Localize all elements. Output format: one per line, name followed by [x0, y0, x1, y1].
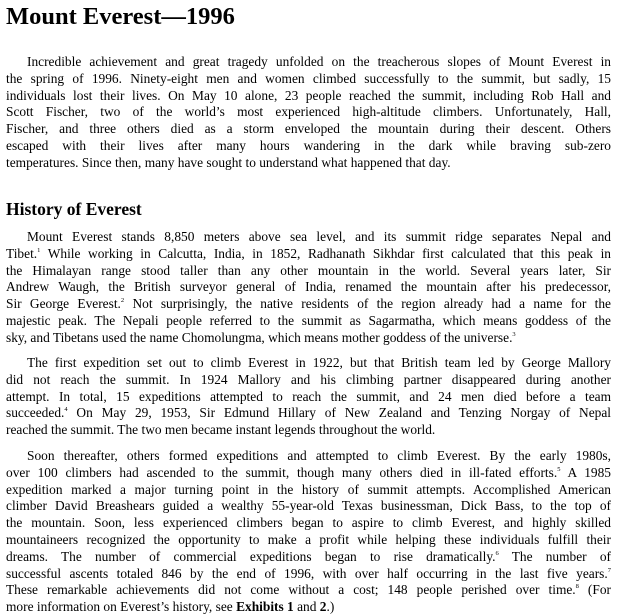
history-paragraph-1	[6, 229, 611, 347]
history-paragraph-2	[6, 355, 611, 439]
body-text: and	[293, 599, 320, 615]
body-text: dreams. The number of commercial expeditions began to rise dramatically.	[6, 548, 496, 564]
intro-line: temperatures. Since then, many have sought to understand what happened that day.	[6, 154, 451, 170]
body-line	[6, 246, 611, 263]
body-text: Not surprisingly, the native residents of the region already had a name for the	[124, 296, 611, 312]
body-line: attempt. In total, 15 expeditions attempted to reach the summit, and 24 men died before a team	[6, 388, 611, 404]
exhibit-reference: 2	[319, 599, 327, 615]
body-line: did not reach the summit. In 1924 Mallory and his climbing partner disappeared during another	[6, 371, 611, 387]
body-text: succeeded.	[6, 405, 65, 421]
page-title: Mount Everest—1996	[6, 3, 235, 30]
footnote-ref: 1	[37, 246, 41, 254]
body-line: majestic peak. The Nepali people referred to the summit as Sagarmatha, which means goddess of the	[6, 312, 611, 328]
footnote-ref: 7	[607, 566, 611, 574]
intro-line: Scott Fischer, two of the world’s most experienced high-altitude climbers. Unfortunately, Hall,	[6, 104, 611, 120]
footnote-ref: 8	[575, 583, 579, 591]
body-text: over 100 climbers had ascended to the summit, though many others died in ill-fated efforts.	[6, 464, 558, 480]
body-line: reached the summit. The two men became instant legends throughout the world.	[6, 422, 436, 438]
footnote-ref: 6	[495, 549, 499, 557]
intro-paragraph	[6, 54, 611, 172]
body-text: A 1985	[560, 464, 612, 480]
body-text: Sir George Everest.	[6, 296, 121, 312]
body-text: These remarkable achievements did not come without a cost; 148 people perished over time.	[6, 582, 576, 598]
footnote-ref: 4	[64, 406, 68, 414]
body-line	[6, 296, 611, 313]
body-line: climber David Breashears guided a wealthy 55-year-old Texas businessman, Dick Bass, to the top of	[6, 498, 611, 514]
intro-line: Incredible achievement and great tragedy unfolded on the treacherous slopes of Mount Everest in	[27, 54, 611, 69]
intro-line: Fischer, and three others died as a storm enveloped the mountain during their descent. Others	[6, 121, 611, 137]
body-line	[6, 599, 611, 616]
body-line: Andrew Waugh, the British surveyor general of India, renamed the mountain after his predecessor,	[6, 279, 611, 295]
body-text: On May 29, 1953, Sir Edmund Hillary of New Zealand and Tenzing Norgay of Nepal	[67, 405, 611, 421]
body-line	[6, 582, 611, 599]
body-line	[6, 330, 611, 347]
body-line: expedition marked a major turning point in the history of summit attempts. Accomplished American	[6, 481, 611, 497]
body-line	[6, 566, 611, 583]
footnote-ref: 5	[557, 465, 561, 473]
section-heading-history: History of Everest	[6, 199, 142, 219]
body-text: sky, and Tibetans used the name Chomolungma, which means mother goddess of the universe.	[6, 329, 513, 345]
body-line	[6, 465, 611, 482]
body-text: successful ascents totaled 846 by the end of 1996, with over half occurring in the last five years.	[6, 565, 608, 581]
body-line: mountaineers recognized the opportunity to make a profit while helping these individuals fulfill their	[6, 531, 611, 547]
body-line: Mount Everest stands 8,850 meters above sea level, and its summit ridge separates Nepal and	[27, 229, 611, 244]
body-text: (For	[578, 582, 611, 598]
body-text: more information on Everest’s history, see	[6, 599, 237, 615]
body-text: Tibet.	[6, 245, 38, 261]
body-text: .)	[326, 599, 335, 615]
history-paragraph-3	[6, 448, 611, 616]
intro-line: the spring of 1996. Ninety-eight men and women climbed successfully to the summit, but sadly, 15	[6, 70, 611, 86]
body-line	[6, 549, 611, 566]
body-line: the Himalayan range stood taller than any other mountain in the world. Several years later, Sir	[6, 262, 611, 278]
intro-line: escaped with their lives after many hours wandering in the dark while braving sub-zero	[6, 137, 611, 153]
body-text: The number of	[498, 548, 611, 564]
footnote-ref: 3	[512, 330, 516, 338]
body-line: Soon thereafter, others formed expeditions and attempted to climb Everest. By the early 1980s,	[27, 448, 611, 463]
body-line: The first expedition set out to climb Everest in 1922, but that British team led by George Mallory	[27, 355, 611, 370]
body-text: While working in Calcutta, India, in 1852, Radhanath Sikhdar first calculated that this peak in	[40, 245, 611, 261]
exhibit-reference: Exhibits 1	[236, 599, 294, 615]
body-line: the mountain. Soon, less experienced climbers began to aspire to climb Everest, and highly skilled	[6, 515, 611, 531]
intro-line: individuals lost their lives. On May 10 alone, 23 people reached the summit, including Rob Hall and	[6, 87, 611, 103]
footnote-ref: 2	[120, 297, 125, 305]
body-line	[6, 405, 611, 422]
